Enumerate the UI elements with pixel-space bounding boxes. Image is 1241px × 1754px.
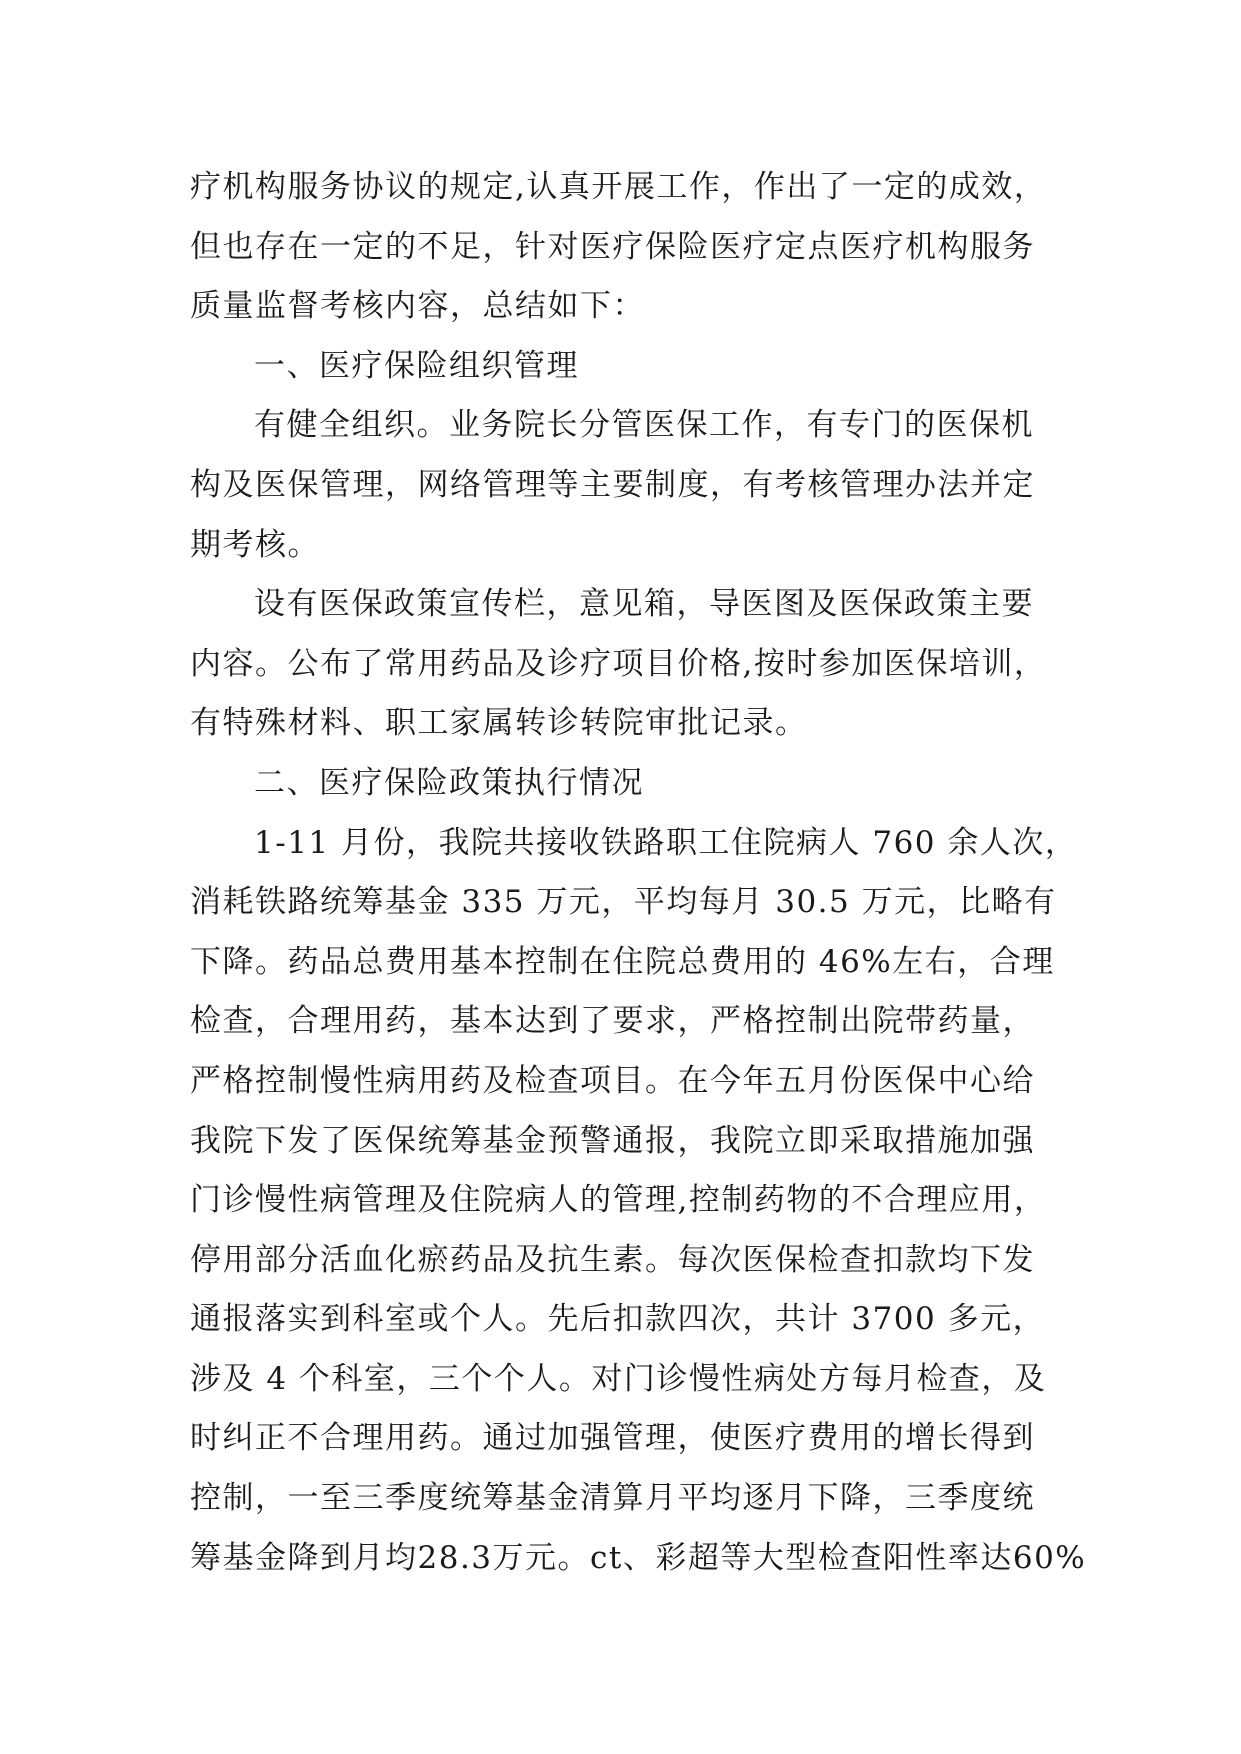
text-line: 质量监督考核内容，总结如下： — [190, 288, 645, 325]
text-line: 设有医保政策宣传栏，意见箱，导医图及医保政策主要 — [254, 586, 1034, 623]
text-line: 我院下发了医保统筹基金预警通报，我院立即采取措施加强 — [190, 1122, 1035, 1159]
section-heading: 二、医疗保险政策执行情况 — [254, 764, 644, 801]
text-line: 门诊慢性病管理及住院病人的管理,控制药物的不合理应用， — [190, 1182, 1047, 1219]
body-text — [190, 158, 1087, 1588]
text-line: 检查，合理用药，基本达到了要求，严格控制出院带药量， — [190, 1003, 1035, 1040]
text-line: 有健全组织。业务院长分管医保工作，有专门的医保机 — [254, 407, 1034, 444]
text-line: 通报落实到科室或个人。先后扣款四次，共计 3700 多元， — [190, 1301, 1046, 1338]
section-heading: 一、医疗保险组织管理 — [254, 347, 579, 384]
text-line: 严格控制慢性病用药及检查项目。在今年五月份医保中心给 — [190, 1062, 1035, 1099]
text-line: 内容。公布了常用药品及诊疗项目价格,按时参加医保培训， — [190, 645, 1047, 682]
text-line: 构及医保管理，网络管理等主要制度，有考核管理办法并定 — [190, 466, 1035, 503]
text-line: 1-11 月份，我院共接收铁路职工住院病人 760 余人次， — [254, 824, 1078, 861]
text-line: 涉及 4 个科室，三个个人。对门诊慢性病处方每月检查，及 — [190, 1360, 1047, 1397]
text-line: 停用部分活血化瘀药品及抗生素。每次医保检查扣款均下发 — [190, 1241, 1035, 1278]
text-line: 期考核。 — [190, 526, 320, 563]
text-line: 消耗铁路统筹基金 335 万元，平均每月 30.5 万元，比略有 — [190, 884, 1057, 921]
text-line: 控制，一至三季度统筹基金清算月平均逐月下降，三季度统 — [190, 1480, 1035, 1517]
text-line: 疗机构服务协议的规定,认真开展工作，作出了一定的成效， — [190, 169, 1047, 205]
text-line: 有特殊材料、职工家属转诊转院审批记录。 — [190, 705, 808, 742]
text-line: 筹基金降到月均28.3万元。ct、彩超等大型检查阳性率达60% — [190, 1539, 1087, 1576]
text-line: 时纠正不合理用药。通过加强管理，使医疗费用的增长得到 — [190, 1420, 1035, 1457]
text-line: 但也存在一定的不足，针对医疗保险医疗定点医疗机构服务 — [190, 228, 1035, 265]
text-line: 下降。药品总费用基本控制在住院总费用的 46%左右，合理 — [190, 943, 1055, 980]
